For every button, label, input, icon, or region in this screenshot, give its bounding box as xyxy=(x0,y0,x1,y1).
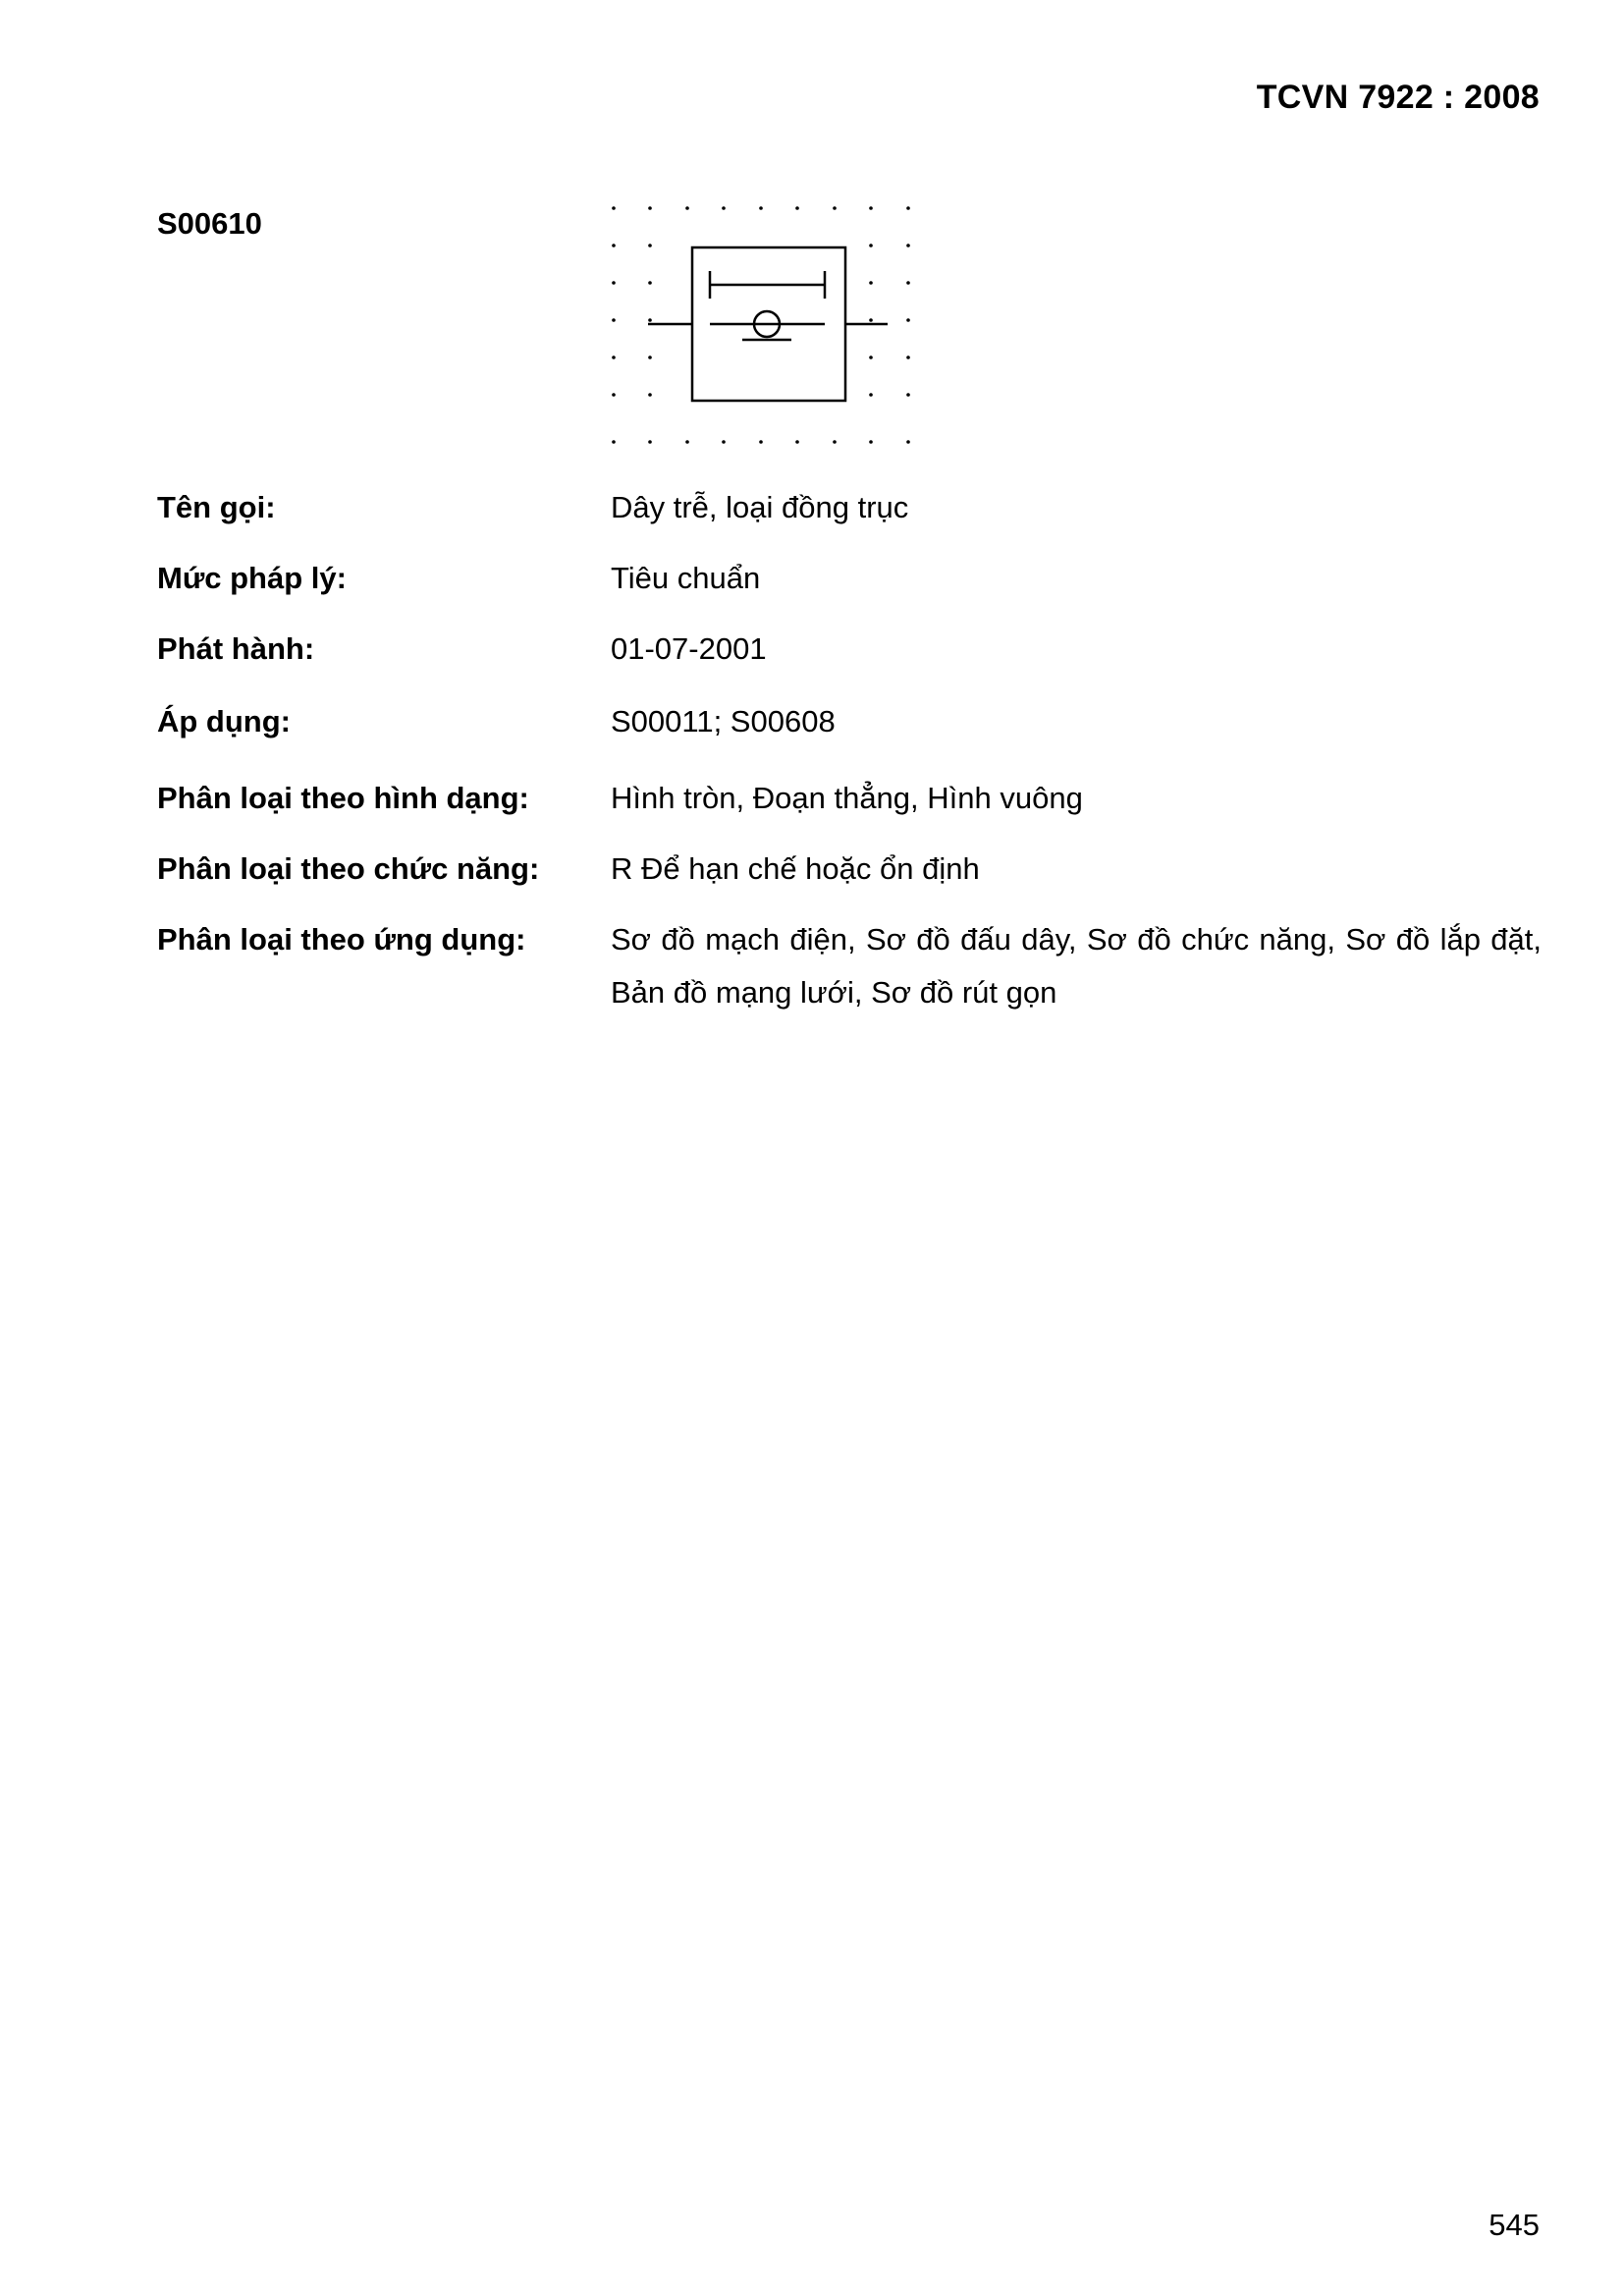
grid-dot xyxy=(869,355,873,359)
coaxial-delay-line-symbol-icon xyxy=(599,192,943,458)
field-label: Áp dụng: xyxy=(157,704,292,738)
grid-dot xyxy=(612,440,616,444)
grid-dot xyxy=(648,244,652,247)
field-label: Phân loại theo chức năng: xyxy=(157,851,540,886)
field-label: Phát hành: xyxy=(157,631,315,666)
field-label: Phân loại theo ứng dụng: xyxy=(157,922,526,957)
field-value: Hình tròn, Đoạn thẳng, Hình vuông xyxy=(611,781,1083,815)
grid-dot xyxy=(833,206,837,210)
grid-dot xyxy=(906,244,910,247)
grid-dot xyxy=(906,206,910,210)
grid-dot xyxy=(869,244,873,247)
grid-dot xyxy=(685,440,689,444)
field-value: 01-07-2001 xyxy=(611,631,767,666)
grid-dot xyxy=(869,393,873,397)
grid-dot xyxy=(869,318,873,322)
field-label: Tên gọi: xyxy=(157,490,276,524)
grid-dot xyxy=(648,393,652,397)
grid-dot xyxy=(722,206,726,210)
grid-dot xyxy=(722,440,726,444)
field-value: S00011; S00608 xyxy=(611,704,836,738)
grid-dot xyxy=(648,440,652,444)
grid-dot xyxy=(612,355,616,359)
grid-dot xyxy=(612,244,616,247)
grid-dot xyxy=(648,281,652,285)
grid-dot xyxy=(759,440,763,444)
grid-dot xyxy=(906,393,910,397)
grid-dot xyxy=(648,355,652,359)
grid-dot xyxy=(869,440,873,444)
grid-dot xyxy=(906,440,910,444)
grid-dot xyxy=(685,206,689,210)
grid-dot xyxy=(869,206,873,210)
grid-dot xyxy=(906,318,910,322)
grid-dot xyxy=(648,318,652,322)
field-label: Mức pháp lý: xyxy=(157,561,347,595)
grid-dot xyxy=(795,440,799,444)
symbol-code: S00610 xyxy=(157,206,262,241)
grid-dot xyxy=(759,206,763,210)
grid-dot xyxy=(612,318,616,322)
grid-dot xyxy=(612,206,616,210)
field-value: R Để hạn chế hoặc ổn định xyxy=(611,851,980,886)
grid-dot xyxy=(906,281,910,285)
grid-dot xyxy=(795,206,799,210)
grid-dot xyxy=(648,206,652,210)
grid-dot xyxy=(906,355,910,359)
field-value: Sơ đồ mạch điện, Sơ đồ đấu dây, Sơ đồ chức năng, Sơ đồ lắp đặt, Bản đồ mạng lưới, Sơ đồ rút gọn xyxy=(611,922,1542,1010)
field-value: Dây trễ, loại đồng trục xyxy=(611,490,909,524)
field-value: Tiêu chuẩn xyxy=(611,561,761,595)
grid-dot xyxy=(869,281,873,285)
grid-dot xyxy=(612,393,616,397)
grid-dot xyxy=(612,281,616,285)
field-label: Phân loại theo hình dạng: xyxy=(157,781,529,815)
page-number: 545 xyxy=(1489,2208,1540,2242)
grid-dot xyxy=(833,440,837,444)
standard-header: TCVN 7922 : 2008 xyxy=(1256,79,1540,116)
